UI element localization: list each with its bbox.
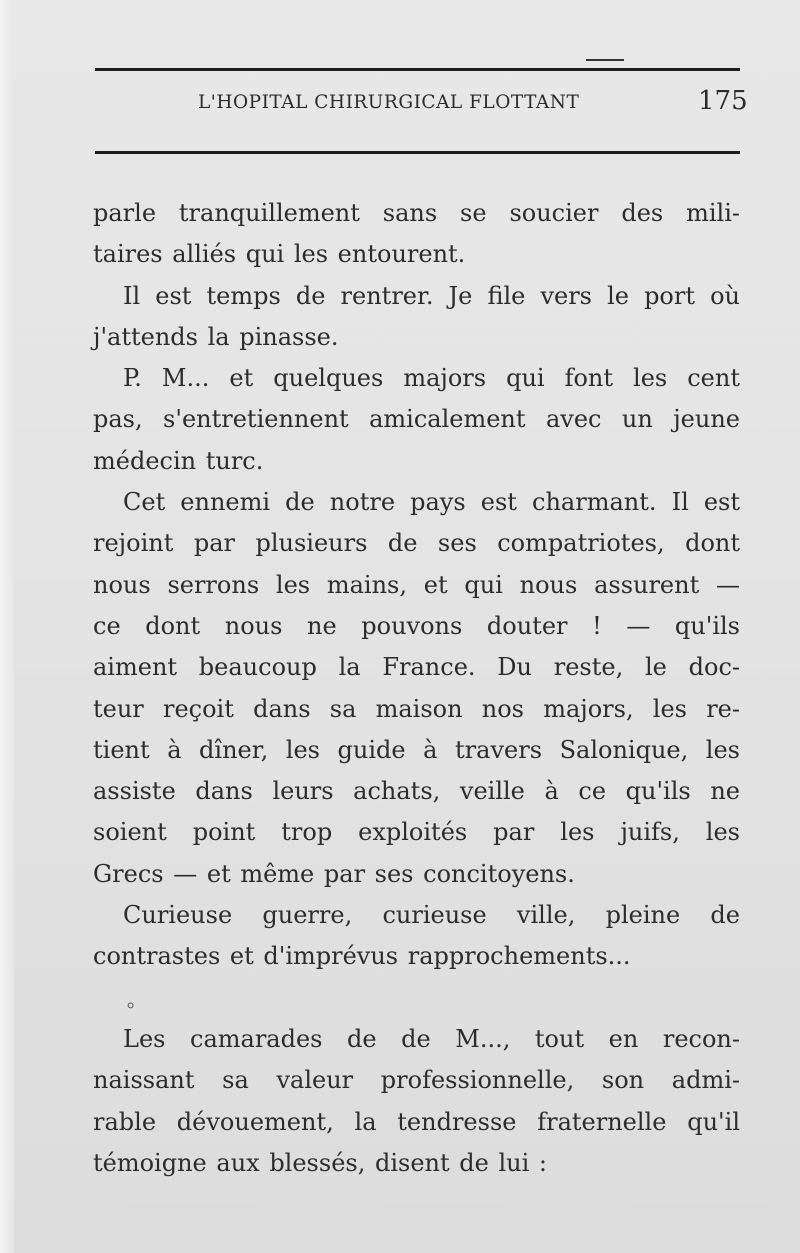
text-line: Curieuse guerre, curieuse ville, pleine de bbox=[123, 901, 740, 930]
text-line: assiste dans leurs achats, veille à ce qu'ils ne bbox=[93, 777, 740, 806]
text-line: teur reçoit dans sa maison nos majors, les re- bbox=[93, 694, 740, 723]
text-line: Les camarades de de M..., tout en recon- bbox=[123, 1024, 740, 1053]
text-line: P. M... et quelques majors qui font les cent bbox=[123, 364, 740, 393]
section-break bbox=[93, 978, 740, 1019]
text-line: aiment beaucoup la France. Du reste, le doc- bbox=[93, 653, 740, 682]
text-line: parle tranquillement sans se soucier des mili- bbox=[93, 199, 740, 227]
text-line: médecin turc. bbox=[93, 446, 264, 475]
text-line: taires alliés qui les entourent. bbox=[93, 240, 466, 269]
text-line: j'attends la pinasse. bbox=[93, 322, 339, 351]
text-line: nous serrons les mains, et qui nous assurent — bbox=[93, 570, 740, 599]
header-mark bbox=[586, 59, 624, 61]
text-line: contrastes et d'imprévus rapprochements... bbox=[93, 942, 631, 971]
text-line: rable dévouement, la tendresse fraternelle qu'il bbox=[93, 1107, 740, 1136]
page-number: 175 bbox=[698, 86, 748, 116]
body-text bbox=[93, 193, 740, 1184]
text-line: Il est temps de rentrer. Je file vers le port où bbox=[123, 281, 740, 310]
text-line: soient point trop exploités par les juifs, les bbox=[93, 818, 740, 847]
text-line: Cet ennemi de notre pays est charmant. Il est bbox=[123, 488, 740, 517]
text-line: rejoint par plusieurs de ses compatriotes, dont bbox=[93, 529, 740, 558]
text-line: naissant sa valeur professionnelle, son admi- bbox=[93, 1066, 740, 1095]
header-rule-top bbox=[95, 68, 740, 71]
text-line: témoigne aux blessés, disent de lui : bbox=[93, 1148, 547, 1177]
header-rule-bottom bbox=[95, 151, 740, 154]
text-line: pas, s'entretiennent amicalement avec un jeune bbox=[93, 405, 740, 434]
text-line: Grecs — et même par ses concitoyens. bbox=[93, 859, 575, 888]
text-line: ce dont nous ne pouvons douter ! — qu'ils bbox=[93, 611, 740, 640]
section-break-mark: ⸰ bbox=[126, 996, 136, 1015]
text-line: tient à dîner, les guide à travers Salonique, les bbox=[93, 735, 740, 764]
running-title: L'HOPITAL CHIRURGICAL FLOTTANT bbox=[198, 92, 580, 113]
